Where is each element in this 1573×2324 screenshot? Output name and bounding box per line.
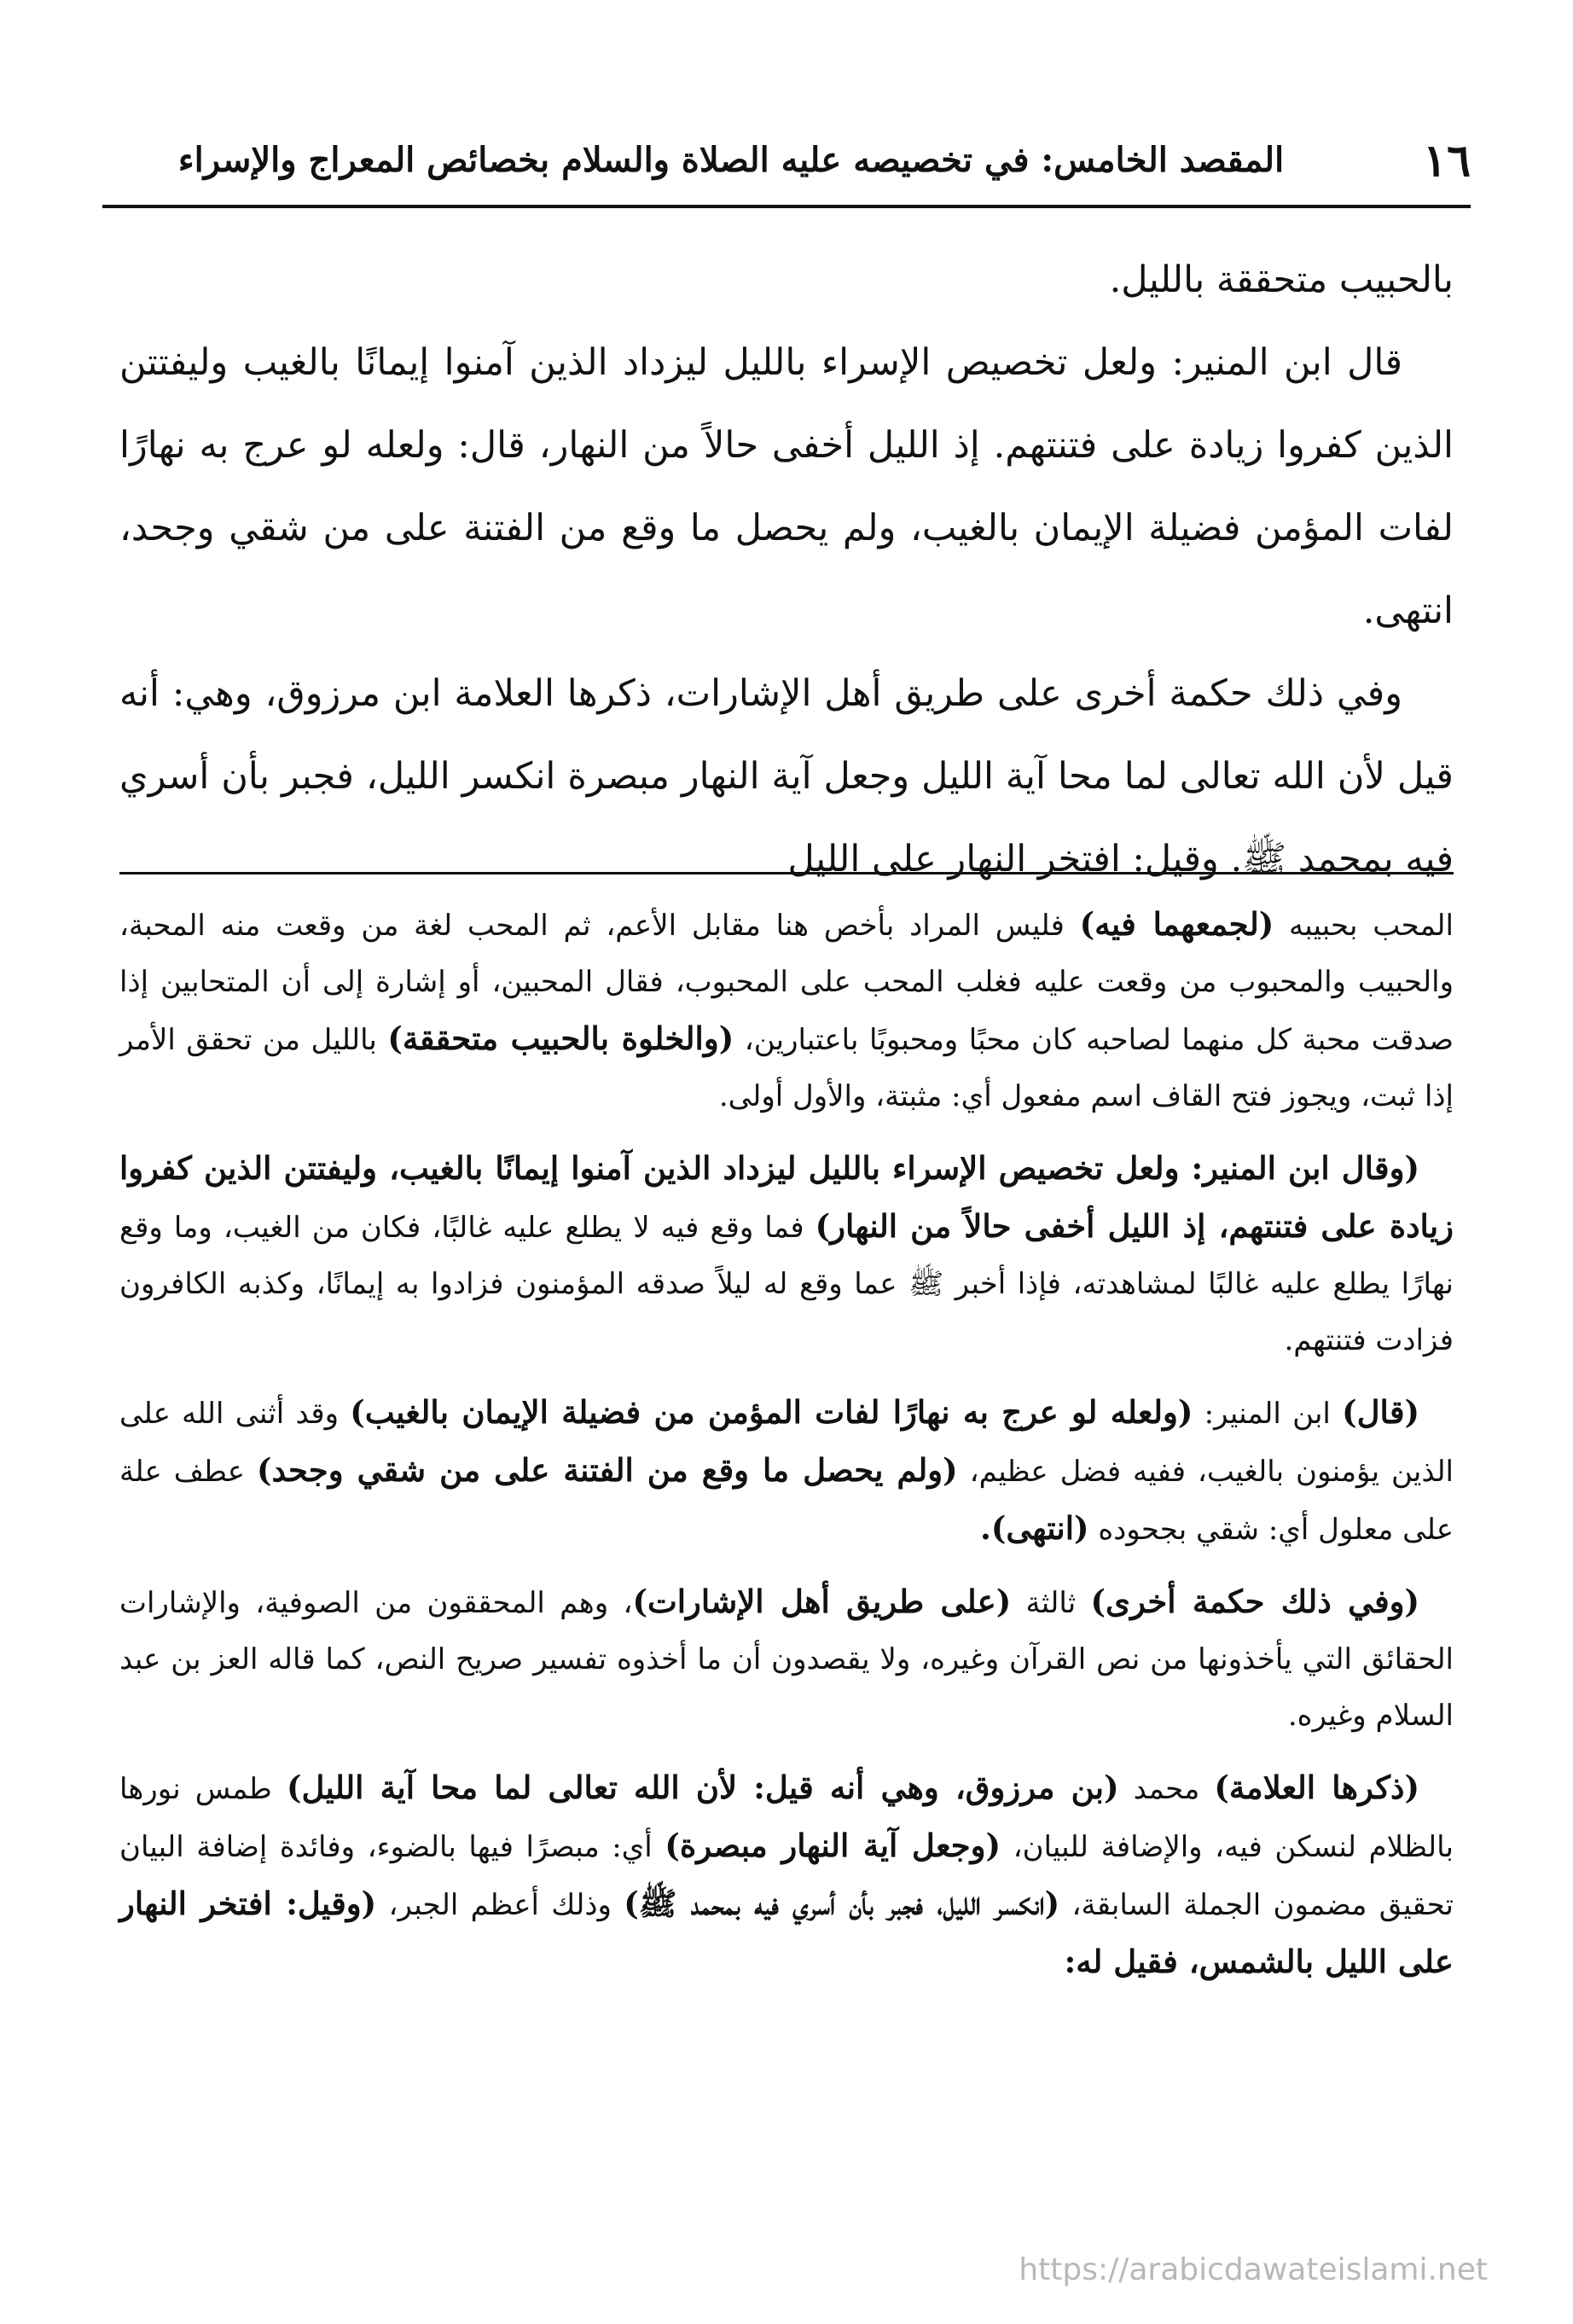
running-title: المقصد الخامس: في تخصيصه عليه الصلاة والسلام بخصائص المعراج والإسراء — [177, 140, 1285, 180]
page-number: ١٦ — [1423, 135, 1471, 187]
commentary-divider — [119, 872, 1454, 874]
commentary-paragraph — [119, 1573, 1454, 1744]
commentary-text: فما وقع فيه لا يطلع عليه غالبًا، فكان من الغيب، وما وقع نهارًا يطلع عليه غالبًا لمشاهدته، فإذا أخبر ﷺ عما وقع له ليلاً صدقه المؤمنون فزادوا به إيمانًا، وكذبه الكافرون فزادت فتنتهم. — [119, 1211, 1454, 1357]
quoted-text: (ذكرها العلامة) — [1214, 1769, 1420, 1806]
quoted-text: (ولعله لو عرج به نهارًا لفات المؤمن من فضيلة الإيمان بالغيب) — [350, 1393, 1193, 1431]
quoted-text: (قال) — [1342, 1393, 1420, 1431]
quoted-text: (وفي ذلك حكمة أخرى) — [1090, 1583, 1420, 1620]
commentary-text: ، وهم المحققون من الصوفية، والإشارات الحقائق التي يأخذونها من نص القرآن وغيره، ولا يقصدون أن ما أخذوه تفسير صريح النص، كما قاله العز بن عبد السلام وغيره. — [119, 1586, 1454, 1733]
commentary-paragraph — [119, 1384, 1454, 1558]
quoted-text: (وجعل آية النهار مبصرة) — [665, 1827, 1001, 1864]
commentary-text: وقد أثنى الله على الذين يؤمنون بالغيب، ففيه فضل عظيم، — [119, 1397, 1454, 1489]
quoted-text: (وقيل: افتخر النهار على الليل بالشمس، فقيل له: — [119, 1885, 1454, 1980]
header-rule — [102, 205, 1471, 208]
commentary-text: طمس نورها بالظلام لنسكن فيه، والإضافة للبيان، — [119, 1772, 1454, 1864]
commentary-text: عطف علة على معلول أي: شقي بجحوده — [119, 1455, 1454, 1547]
quoted-text: (انكسر الليل، فجبر بأن أسري فيه بمحمد ﷺ) — [624, 1885, 1060, 1922]
quoted-text: (انتهى). — [979, 1509, 1089, 1547]
quoted-text: (بن مرزوق، وهي أنه قيل: لأن الله تعالى لما محا آية الليل) — [286, 1769, 1119, 1806]
main-paragraph: وفي ذلك حكمة أخرى على طريق أهل الإشارات، ذكرها العلامة ابن مرزوق، وهي: أنه قيل لأن الله تعالى لما محا آية الليل وجعل آية النهار مبصرة انكسر الليل، فجبر بأن أسري فيه بمحمد ﷺ. وقيل: افتخر النهار على الليل — [119, 672, 1454, 880]
commentary-paragraph — [119, 896, 1454, 1124]
commentary-text: المحب بحبيبه — [1289, 909, 1454, 943]
page-header — [102, 128, 1471, 196]
quoted-text: (لجمعهما فيه) — [1079, 905, 1274, 943]
source-watermark: https://arabicdawateislami.net — [1019, 2252, 1488, 2287]
commentary-paragraph — [119, 1140, 1454, 1368]
commentary-paragraph — [119, 1759, 1454, 1991]
quoted-text: (وقال ابن المنير: ولعل تخصيص الإسراء بالليل ليزداد الذين آمنوا إيمانًا بالغيب، وليفتتن الذين كفروا زيادة على فتنتهم، إذ الليل أخفى حالاً من النهار) — [119, 1149, 1454, 1245]
main-paragraph: قال ابن المنير: ولعل تخصيص الإسراء بالليل ليزداد الذين آمنوا إيمانًا بالغيب وليفتتن الذين كفروا زيادة على فتنتهم. إذ الليل أخفى حالاً من النهار، قال: ولعله لو عرج به نهارًا لفات المؤمن فضيلة الإيمان بالغيب، ولم يحصل ما وقع من الفتنة على من شقي وجحد، انتهى. — [119, 341, 1454, 632]
commentary-text: محمد — [1133, 1772, 1200, 1806]
commentary-text: وذلك أعظم الجبر، — [388, 1888, 612, 1922]
main-text — [119, 239, 1454, 901]
quoted-text: (والخلوة بالحبيب متحققة) — [387, 1020, 734, 1057]
quoted-text: (على طريق أهل الإشارات) — [632, 1583, 1012, 1620]
commentary-text: فليس المراد بأخص هنا مقابل الأعم، ثم المحب لغة من وقعت منه المحبة، والحبيب والمحبوب من وقعت عليه فغلب المحب على المحبوب، فقال المحبين، أو إشارة إلى أن المتحابين إذا صدقت محبة كل منهما لصاحبه كان محبًا ومحبوبًا باعتبارين، — [119, 909, 1454, 1057]
main-paragraph: بالحبيب متحققة بالليل. — [1109, 259, 1454, 301]
commentary-text: ابن المنير: — [1204, 1397, 1331, 1431]
commentary-text: بالليل من تحقق الأمر إذا ثبت، ويجوز فتح القاف اسم مفعول أي: مثبتة، والأول أولى. — [119, 1023, 1454, 1113]
commentary — [119, 896, 1454, 2007]
commentary-text: ثالثة — [1025, 1586, 1077, 1620]
quoted-text: (ولم يحصل ما وقع من الفتنة على من شقي وجحد) — [257, 1451, 958, 1489]
commentary-text: أي: مبصرًا فيها بالضوء، وفائدة إضافة البيان تحقيق مضمون الجملة السابقة، — [119, 1830, 1454, 1922]
